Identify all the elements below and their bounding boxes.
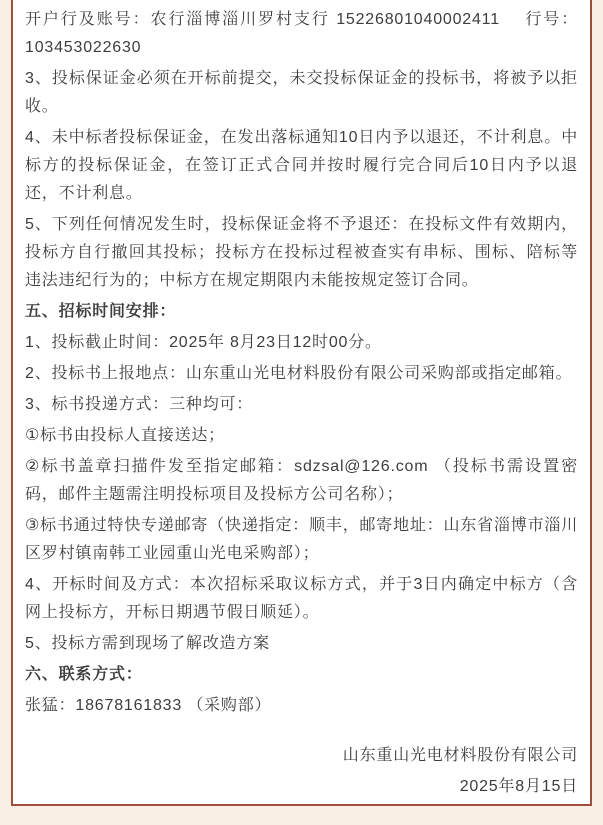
document-frame	[11, 0, 592, 806]
signature-date: 2025年8月15日	[459, 778, 578, 795]
paragraph-bid-deadline: 1、投标截止时间：2025年 8月23日12时00分。	[25, 334, 382, 351]
paragraph-site-visit: 5、投标方需到现场了解改造方案	[25, 635, 270, 652]
signature-company: 山东重山光电材料股份有限公司	[342, 747, 578, 764]
paragraph-submission-place: 2、投标书上报地点：山东重山光电材料股份有限公司采购部或指定邮箱。	[25, 365, 573, 382]
paragraph-deposit-rule-3: 3、投标保证金必须在开标前提交，未交投标保证金的投标书，将被予以拒收。	[25, 70, 578, 115]
paragraph-method-1-direct: ①标书由投标人直接送达；	[25, 427, 225, 444]
paragraph-contact-person: 张猛：18678161833 （采购部）	[25, 697, 272, 714]
paragraph-delivery-methods: 3、标书投递方式：三种均可：	[25, 396, 254, 413]
paragraph-method-2-email: ②标书盖章扫描件发至指定邮箱：sdzsal@126.com （投标书需设置密码，邮件主题需注明投标项目及投标方公司名称）；	[25, 458, 578, 503]
heading-section-6-contact: 六、联系方式：	[25, 666, 143, 683]
paragraph-deposit-rule-4: 4、未中标者投标保证金，在发出落标通知10日内予以退还，不计利息。中标方的投标保证金，在签订正式合同并按时履行完合同后10日内予以退还，不计利息。	[25, 129, 578, 202]
paragraph-bank-account: 开户行及账号：农行淄博淄川罗村支行 15226801040002411 行号：103453022630	[25, 11, 578, 56]
heading-section-5-schedule: 五、招标时间安排：	[25, 303, 177, 320]
signature-block	[25, 742, 578, 801]
paragraph-method-3-express: ③标书通过特快专递邮寄（快递指定：顺丰，邮寄地址：山东省淄博市淄川区罗村镇南韩工业园重山光电采购部）；	[25, 517, 578, 562]
paragraph-deposit-rule-5: 5、下列任何情况发生时，投标保证金将不予退还：在投标文件有效期内，投标方自行撤回其投标；投标方在投标过程被查实有串标、围标、陪标等违法违纪行为的；中标方在规定期限内未能按规定签订合同。	[25, 216, 578, 289]
paragraph-bid-opening: 4、开标时间及方式：本次招标采取议标方式，并于3日内确定中标方（含网上投标方，开标日期遇节假日顺延）。	[25, 576, 578, 621]
